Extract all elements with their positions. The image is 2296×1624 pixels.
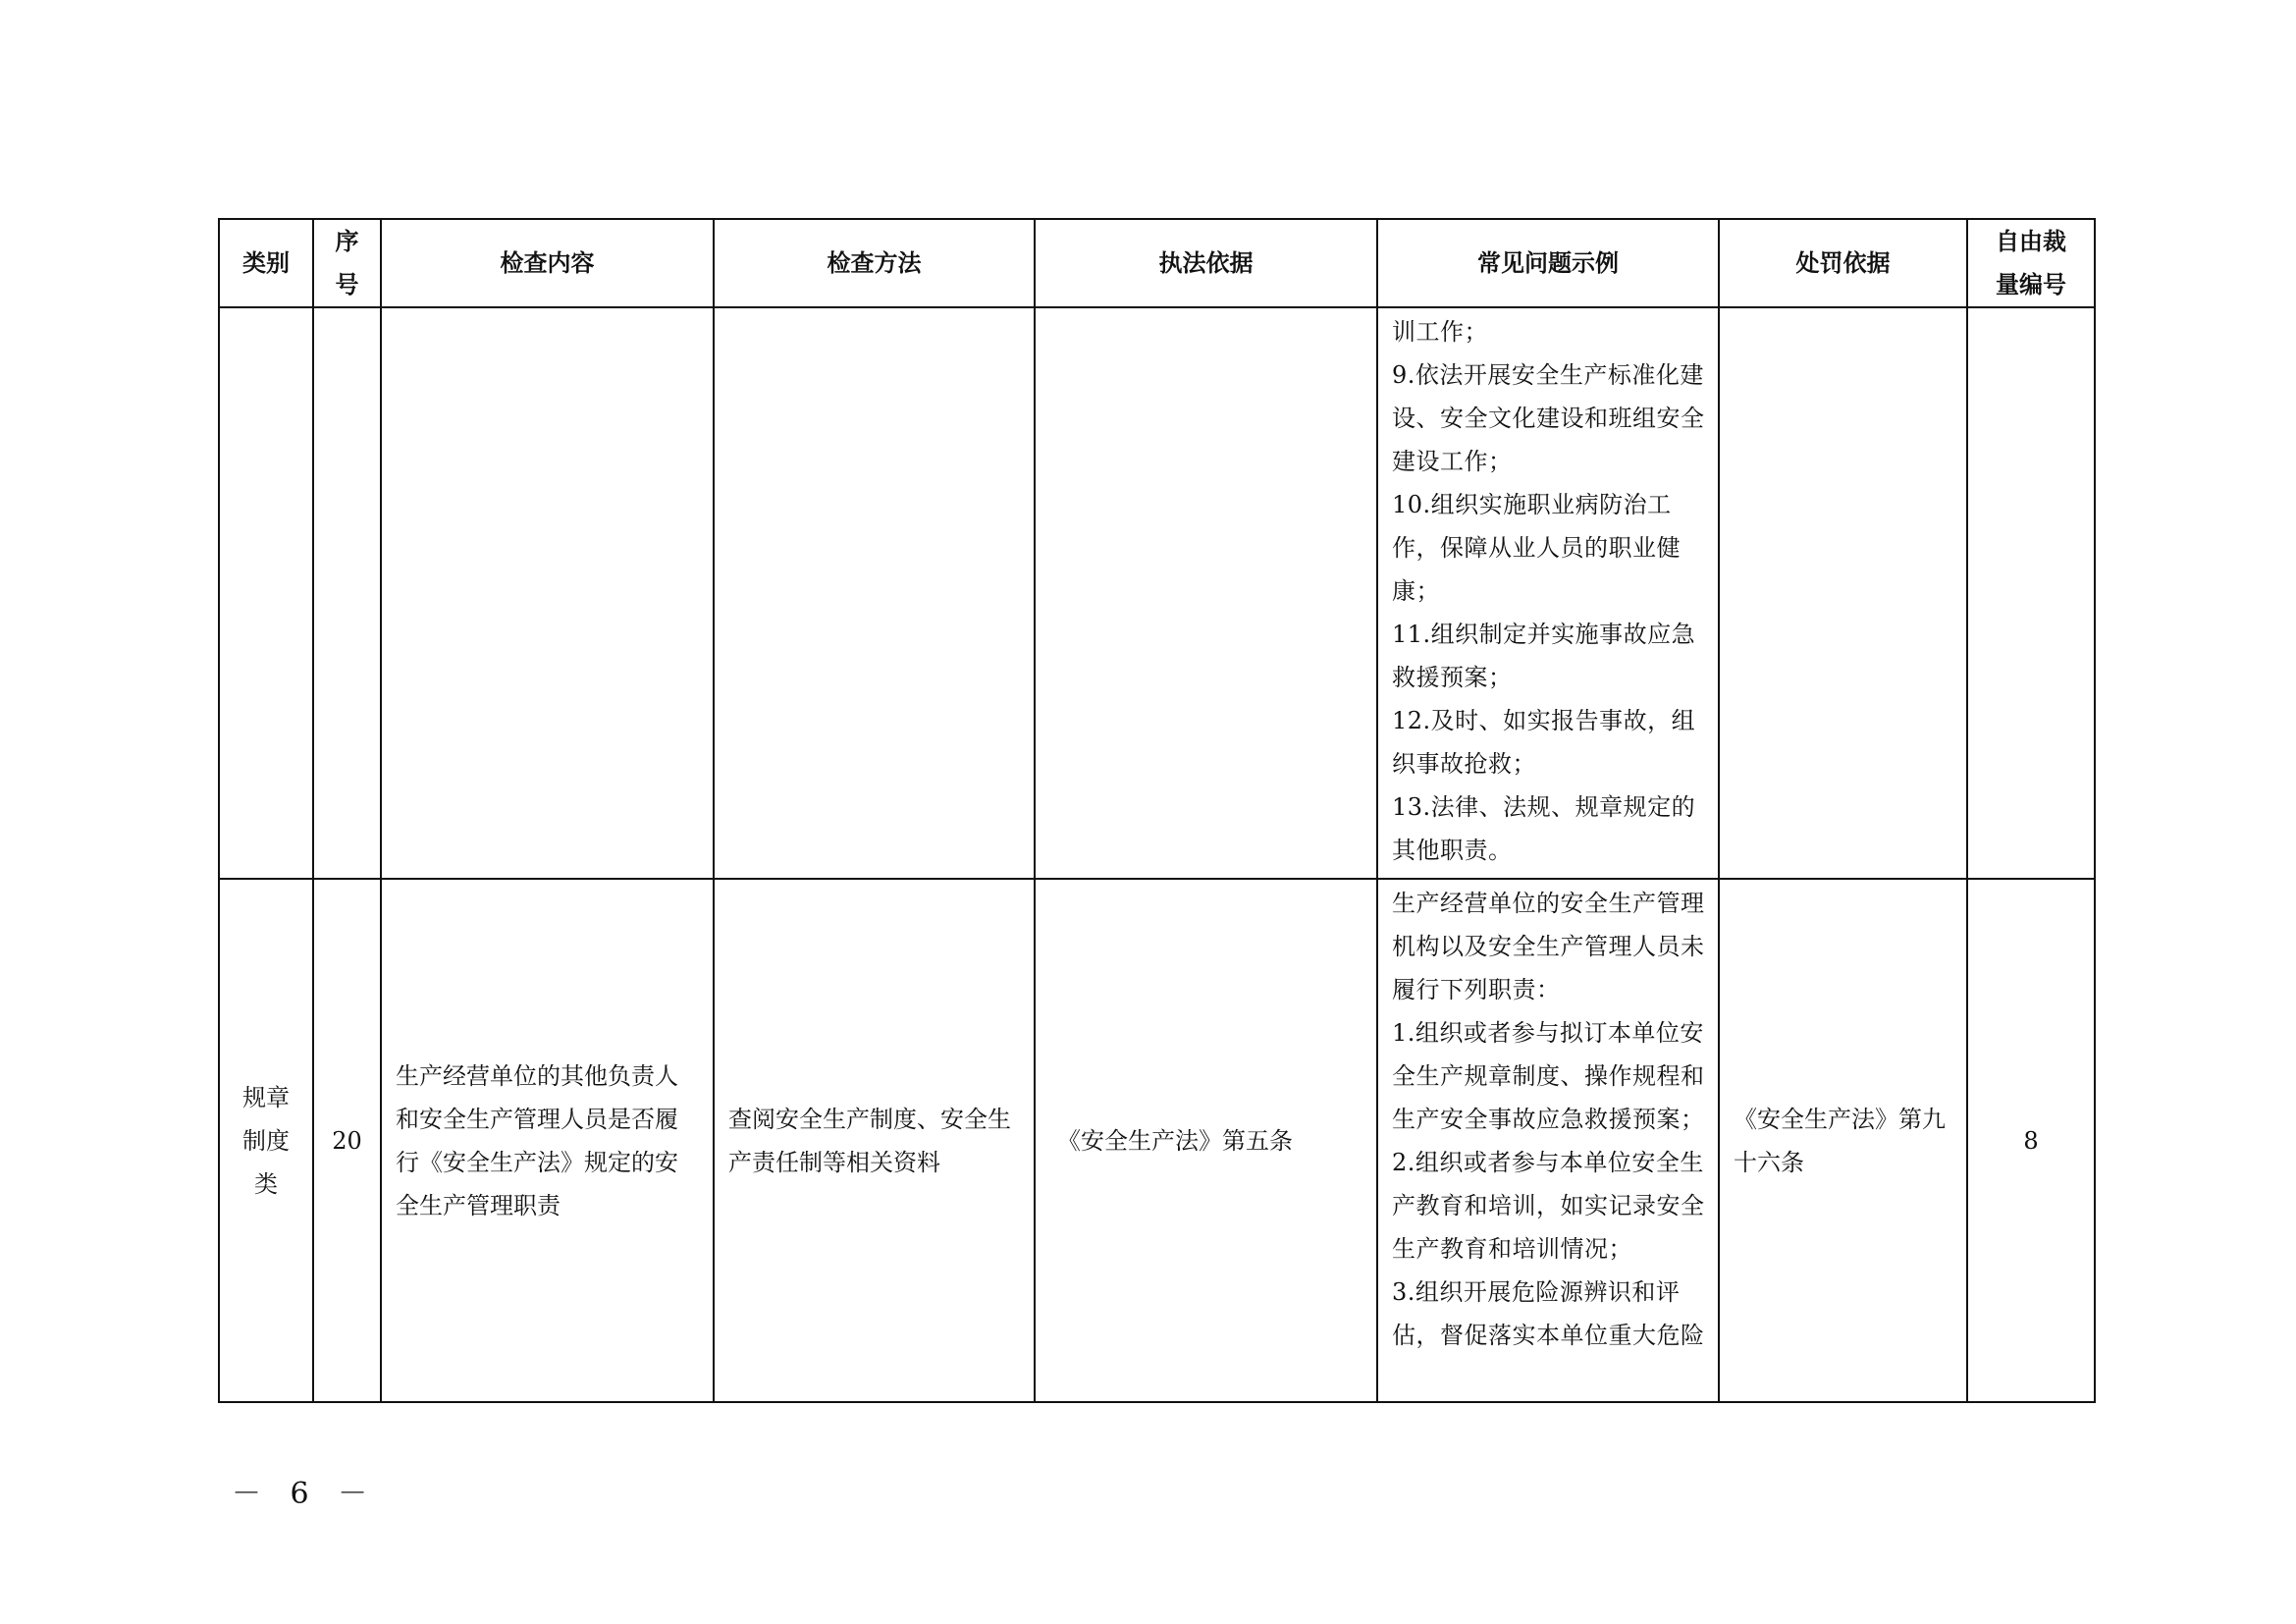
method-text: 查阅安全生产制度、安全生产责任制等相关资料 [728, 1105, 1011, 1176]
discretion-text: 8 [2023, 1126, 2039, 1155]
header-problems: 常见问题示例 [1377, 219, 1719, 307]
basis-text: 《安全生产法》第五条 [1057, 1126, 1293, 1155]
cell-method [714, 879, 1035, 1402]
category-text: 规章制度类 [242, 1083, 290, 1198]
header-content: 检查内容 [381, 219, 714, 307]
cell-penalty [1719, 307, 1967, 879]
cell-problems [1377, 307, 1719, 879]
header-basis: 执法依据 [1035, 219, 1377, 307]
page-number: － 6 － [232, 1477, 378, 1511]
problems-text: 生产经营单位的安全生产管理机构以及安全生产管理人员未履行下列职责： 1.组织或者参与拟订本单位安全生产规章制度、操作规程和生产安全事故应急救援预案； 2.组织或者参与本单位安全生产教育和培训，如实记录安全生产教育和培训情况； 3.组织开展危险源辨识和评估，督促落实本单位重大危险 [1392, 890, 1705, 1349]
inspection-table [218, 218, 2096, 1403]
penalty-text: 《安全生产法》第九十六条 [1734, 1105, 1946, 1176]
cell-category [219, 307, 313, 879]
header-method: 检查方法 [714, 219, 1035, 307]
cell-basis [1035, 879, 1377, 1402]
header-seq: 序 号 [313, 219, 381, 307]
cell-seq [313, 307, 381, 879]
cell-problems [1377, 879, 1719, 1402]
table-row [219, 879, 2095, 1402]
cell-discretion [1967, 879, 2095, 1402]
cell-penalty [1719, 879, 1967, 1402]
table-row [219, 307, 2095, 879]
cell-basis [1035, 307, 1377, 879]
cell-category [219, 879, 313, 1402]
content-text: 生产经营单位的其他负责人和安全生产管理人员是否履行《安全生产法》规定的安全生产管理职责 [396, 1061, 678, 1219]
seq-text: 20 [332, 1126, 362, 1155]
cell-discretion [1967, 307, 2095, 879]
cell-seq [313, 879, 381, 1402]
header-category: 类别 [219, 219, 313, 307]
problems-text: 训工作； 9.依法开展安全生产标准化建设、安全文化建设和班组安全建设工作； 10.组织实施职业病防治工作，保障从业人员的职业健康； 11.组织制定并实施事故应急救援预案； 12.及时、如实报告事故，组织事故抢救； 13.法律、法规、规章规定的其他职责。 [1392, 318, 1705, 864]
cell-method [714, 307, 1035, 879]
header-discretion: 自由裁 量编号 [1967, 219, 2095, 307]
cell-content [381, 307, 714, 879]
header-row [219, 219, 2095, 307]
header-penalty: 处罚依据 [1719, 219, 1967, 307]
cell-content [381, 879, 714, 1402]
